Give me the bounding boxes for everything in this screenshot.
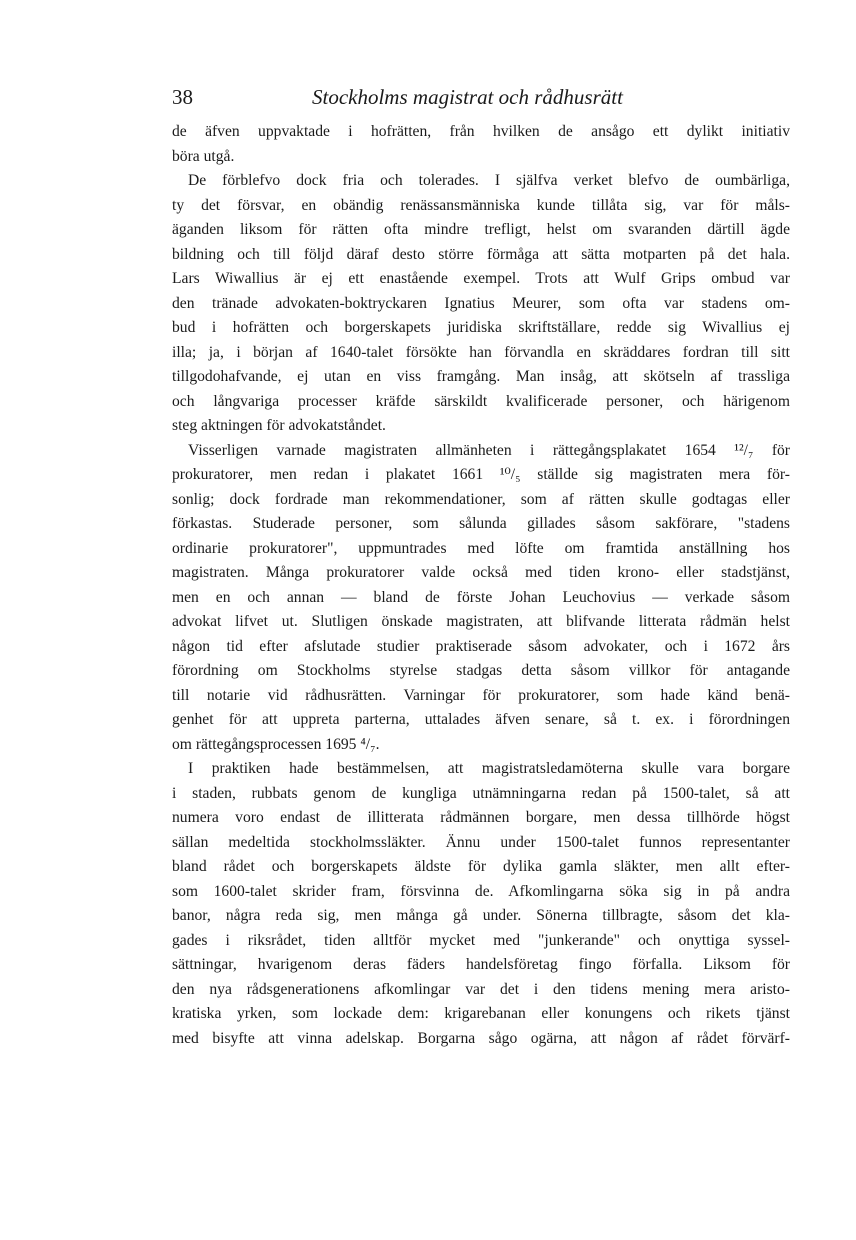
text-line: tillgodohafvande, ej utan en viss framgång. Man insåg, att skötseln af trassliga [172, 368, 790, 385]
text-line: advokat lifvet ut. Slutligen önskade magistraten, att blifvande litterata rådmän helst [172, 613, 790, 630]
text-line: förkastas. Studerade personer, som sålunda gillades såsom sakförare, "stadens [172, 515, 790, 532]
running-head [172, 84, 790, 112]
page-number: 38 [172, 85, 193, 109]
text-line: böra utgå. [172, 147, 235, 165]
text-line: prokuratorer, men redan i plakatet 1661 ¹⁰/₅ ställde sig magistraten mera för- [172, 466, 790, 483]
text-line: illa; ja, i början af 1640-talet försökte han förvandla en skräddares fordran till sitt [172, 343, 790, 361]
text-line: den nya rådsgenerationens afkomlingar var det i den tidens mening mera aristo- [172, 980, 790, 998]
text-line: banor, några reda sig, men många gå under. Sönerna tillbragte, såsom det kla- [172, 907, 790, 924]
text-line: den tränade advokaten-boktryckaren Ignatius Meurer, som ofta var stadens om- [172, 294, 790, 312]
text-line: om rättegångsprocessen 1695 ⁴/₇. [172, 735, 380, 753]
paragraph [172, 439, 790, 758]
text-line: De förblefvo dock fria och tolerades. I själfva verket blefvo de oumbärliga, [188, 172, 790, 189]
paragraph [172, 120, 790, 169]
body-text [172, 120, 790, 1051]
text-line: men en och annan — bland de förste Johan Leuchovius — verkade såsom [172, 588, 790, 606]
text-line: och långvariga processer kräfde särskildt kvalificerade personer, och härigenom [172, 392, 790, 410]
text-line: som 1600-talet skrider fram, försvinna de. Afkomlingarna söka sig in på andra [172, 882, 790, 900]
running-title: Stockholms magistrat och rådhusrätt [312, 85, 623, 109]
text-line: sättningar, hvarigenom deras fäders handelsföretag fingo förfalla. Liksom för [172, 956, 790, 973]
text-line: numera voro endast de illitterata rådmännen borgare, men dessa tillhörde högst [172, 809, 790, 826]
text-line: magistraten. Många prokuratorer valde också med tiden krono- eller stadstjänst, [172, 564, 790, 581]
text-line: med bisyfte att vinna adelskap. Borgarna sågo ogärna, att någon af rådet förvärf- [172, 1029, 790, 1047]
text-line: sällan medeltida stockholmssläkter. Ännu under 1500-talet funnos representanter [172, 833, 790, 851]
text-line: någon tid efter afslutade studier praktiserade såsom advokater, och i 1672 års [172, 637, 790, 655]
text-line: ty det försvar, en obändig renässansmänniska kunde tillåta sig, var för måls- [172, 196, 790, 214]
text-line: bland rådet och borgerskapets äldste för dylika gamla släkter, men allt efter- [172, 858, 790, 875]
text-line: de äfven uppvaktade i hofrätten, från hvilken de ansågo ett dylikt initiativ [172, 123, 790, 140]
text-line: äganden liksom för rätten ofta mindre trefligt, helst om svaranden därtill ägde [172, 221, 790, 238]
text-line: sonlig; dock fordrade man rekommendationer, som af rätten skulle godtagas eller [172, 490, 790, 508]
text-line: Lars Wiwallius är ej ett enastående exempel. Trots att Wulf Grips ombud var [172, 270, 790, 287]
text-line: i staden, rubbats genom de kungliga utnämningarna redan på 1500-talet, så att [172, 784, 790, 802]
paragraph [172, 757, 790, 1051]
text-line: förordning om Stockholms styrelse stadgas detta såsom villkor för antagande [172, 662, 790, 679]
text-line: ordinarie prokuratorer", uppmuntrades med löfte om framtida anställning hos [172, 539, 790, 557]
text-line: genhet för att uppreta parterna, uttalades äfven senare, så t. ex. i förordningen [172, 711, 790, 728]
text-line: Visserligen varnade magistraten allmänheten i rättegångsplakatet 1654 ¹²/₇ för [188, 441, 790, 459]
paragraph [172, 169, 790, 439]
text-line: gades i riksrådet, tiden alltför mycket med "junkerande" och onyttiga syssel- [172, 931, 790, 949]
text-line: bud i hofrätten och borgerskapets juridiska skriftställare, redde sig Wivallius ej [172, 319, 790, 336]
text-line: bildning och till följd däraf desto större förmåga att sätta motparten på det hala. [172, 245, 790, 263]
text-line: I praktiken hade bestämmelsen, att magistratsledamöterna skulle vara borgare [188, 760, 790, 777]
text-line: till notarie vid rådhusrätten. Varningar för prokuratorer, som hade känd benä- [172, 686, 790, 704]
text-line: steg aktningen för advokatståndet. [172, 417, 386, 434]
text-line: kratiska yrken, som lockade dem: krigarebanan eller konungens och rikets tjänst [172, 1005, 790, 1022]
